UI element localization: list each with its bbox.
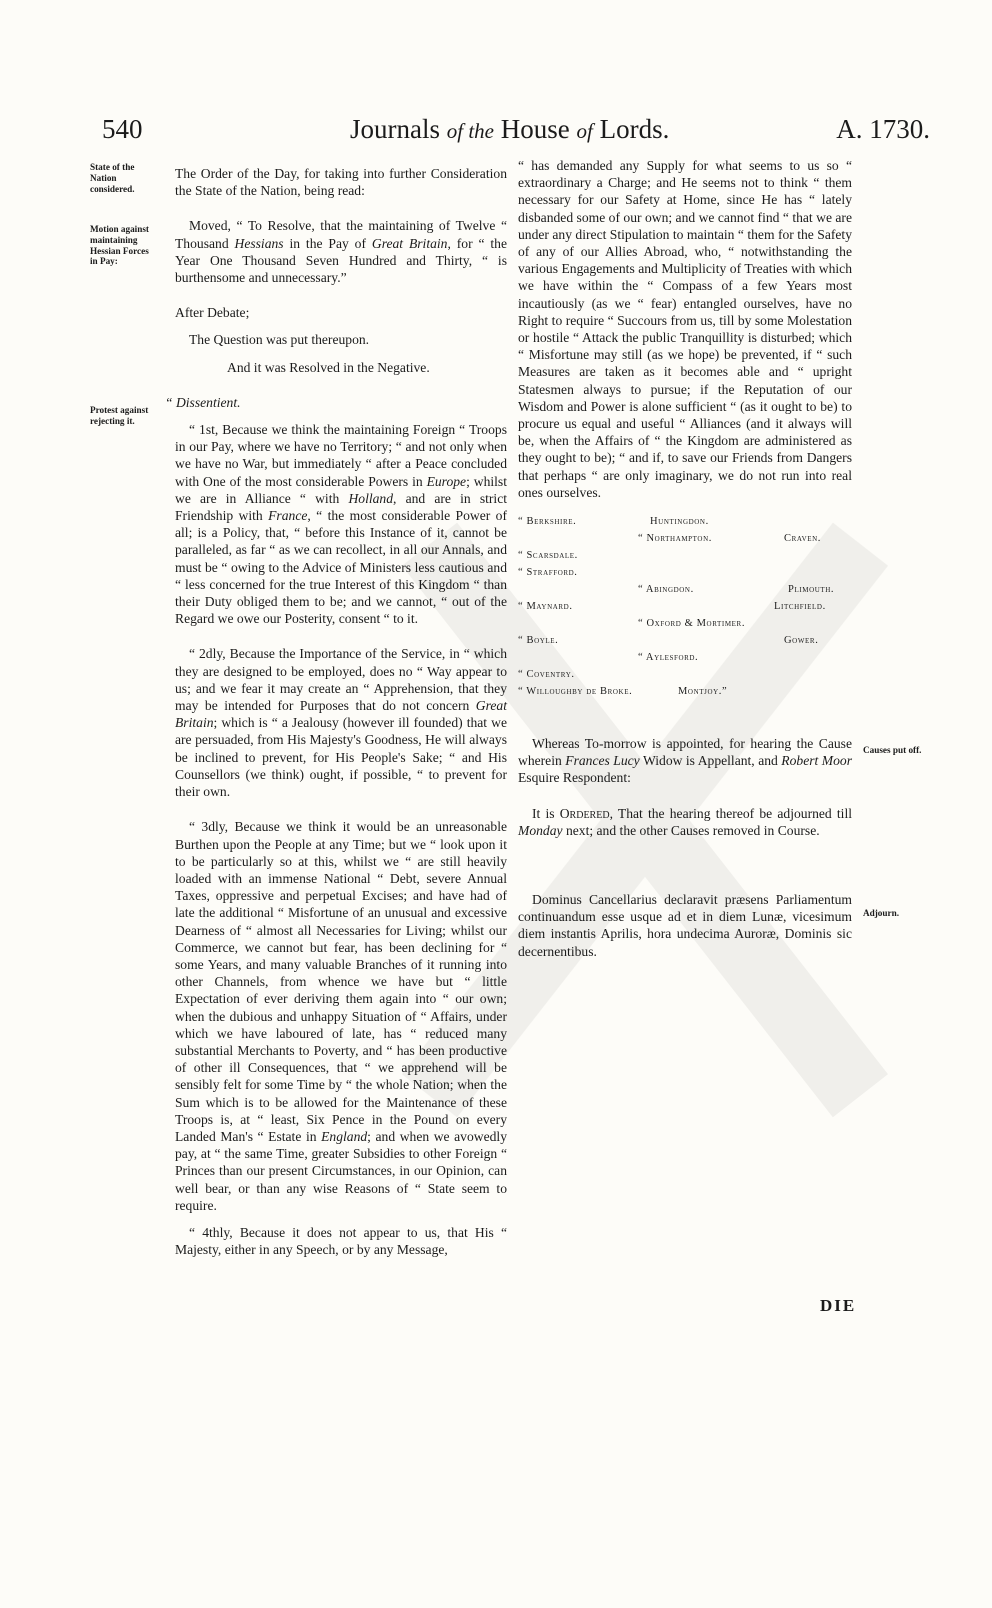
signatory: “ Strafford. — [518, 567, 578, 579]
reason-1: “ 1st, Because we think the maintaining Foreign “ Troops in our Pay, where we have no Territory; “ and not only when we have no War, but immediately “ after a Peace concluded with One of the most considerable Powers in Europe; whilst we are in Alliance “ with Holland, and are in strict Friendship with France, “ the most considerable Power of all; is a Policy, that, “ before this Instance of it, cannot be paralleled, as far “ as we can recollect, in all our Annals, and must be “ owing to the Advice of Ministers less cautious and “ less concerned for the true Interest of this Kingdom “ than their Duty obliged them to be; and we cannot, “ out of the Regard we owe our Posterity, consent “ to it. — [175, 422, 508, 627]
catchword: DIE — [820, 1296, 857, 1315]
signatory: Litchfield. — [774, 601, 826, 613]
margin-note-causes-put-off: Causes put off. — [863, 745, 922, 755]
question-put: The Question was put thereupon. — [189, 332, 370, 348]
reason-3: “ 3dly, Because we think it would be an unreasonable Burthen upon the People at any Time; but we “ look upon it to be particularly so at this, whilst we “ are still heavily loaded with an immense National “ Debt, severe Annual Taxes, oppressive and perpetual Excises; and have had of late the additional “ Misfortune of an unusual and excessive Dearness of “ almost all Necessaries for Living; whilst our Commerce, we cannot but fear, has been declining for “ some Years, and many valuable Branches of it running into other Channels, from whence we have but “ little Expectation of ever deriving them again into “ our own; when the dubious and unhappy Situation of “ Affairs, under which we have laboured of late, has “ reduced many substantial Merchants to Poverty, and “ has been productive of other ill Consequences, that “ we apprehend will be sensibly felt for some Time by “ the whole Nation; when the Sum which is to be allowed for the Maintenance of these Troops is, at “ least, Six Pence in the Pound on every Landed Man's “ Estate in England; and when we avowedly pay, at “ the same Time, greater Subsidies to other Foreign “ Princes than our present Circumstances, in our Opinion, can well bear, or than any wise Reasons of “ State seem to require. — [175, 819, 507, 1213]
ordered-paragraph: It is Ordered, That the hearing thereof be adjourned till Monday next; and the other Causes removed in Course. — [518, 805, 852, 838]
adjournment-paragraph: Dominus Cancellarius declaravit præsens Parliamentum continuandum esse usque ad et in diem Lunæ, vicesimum diem instantis Aprilis, hora undecima Auroræ, Dominis sic decernentibus. — [518, 892, 852, 959]
signatory: Craven. — [784, 533, 822, 545]
motion-paragraph: Moved, “ To Resolve, that the maintaining of Twelve “ Thousand Hessians in the Pay of Great Britain, for “ the Year One Thousand Seven Hundred and Thirty, “ is burthensome and unnecessary.” — [175, 218, 507, 286]
dissentient-heading: “ Dissentient. — [165, 394, 241, 410]
after-debate: After Debate; — [175, 305, 250, 321]
signatory: “ Boyle. — [518, 635, 559, 647]
signatory: Plimouth. — [788, 584, 835, 596]
signatory: “ Oxford & Mortimer. — [638, 618, 746, 630]
whereas-paragraph: Whereas To-morrow is appointed, for hearing the Cause wherein Frances Lucy Widow is Appellant, and Robert Moor Esquire Respondent: — [518, 736, 852, 786]
signatory: “ Maynard. — [518, 601, 573, 613]
signatory: “ Aylesford. — [638, 652, 699, 664]
signatory: “ Coventry. — [518, 669, 575, 681]
right-column — [518, 157, 852, 960]
year: A. 1730. — [836, 114, 930, 144]
signatory: Huntingdon. — [650, 516, 709, 528]
left-column — [165, 165, 508, 1258]
page-number: 540 — [102, 114, 143, 144]
running-header — [0, 112, 992, 152]
running-title: Journals of the House of Lords. — [350, 114, 670, 144]
margin-note-protest: Protest against rejecting it. — [90, 405, 149, 426]
reason-4-continued: “ has demanded any Supply for what seems to us so “ extraordinary a Charge; and He seems not to think “ them necessary for our Safety at Home, since He has “ lately disbanded some of our own; and we cannot find “ that we are under any direct Stipulation to maintain “ them for the Safety of any of our Allies Abroad, who, “ notwithstanding the various Engagements and Multiplicity of Treaties with which we have within the “ Compass of a few Years most incautiously (as we “ fear) entangled ourselves, have no Right to require “ Succours from us, till by some Molestation or hostile “ Attack the public Tranquillity is disturbed; which “ Misfortune may still (as we hope) be prevented, if “ such Measures are taken as it becomes able and “ upright Statesmen always to pursue; if the Reputation of our Wisdom and Power is alone sufficient “ (as it ought to be) to procure us equal and useful “ Alliances (and it always will be, when the Affairs of “ the Kingdom are administered as they ought to be); “ and if, to save our Friends from Dangers that perhaps “ are only imaginary, we do not run into real ones ourselves. — [518, 158, 852, 500]
signatory: “ Northampton. — [638, 533, 712, 545]
reason-4: “ 4thly, Because it does not appear to us, that His “ Majesty, either in any Speech, or by any Message, — [175, 1224, 507, 1258]
margin-note-state-of-nation: State of the Nation considered. — [90, 162, 135, 194]
signatory: “ Willoughby de Broke. — [518, 686, 633, 698]
resolved-negative: And it was Resolved in the Negative. — [227, 359, 430, 375]
signatory: Montjoy.” — [678, 686, 728, 698]
signatory: “ Berkshire. — [518, 516, 577, 528]
signatory: “ Abingdon. — [638, 584, 694, 596]
signatories — [518, 509, 852, 698]
margin-note-motion: Motion against maintaining Hessian Forces in Pay: — [90, 224, 149, 267]
signatory: “ Scarsdale. — [518, 550, 578, 562]
order-of-day-paragraph: The Order of the Day, for taking into further Consideration the State of the Nation, being read: — [175, 166, 507, 199]
signatory: Gower. — [784, 635, 819, 647]
margin-note-adjourn: Adjourn. — [863, 908, 899, 918]
reason-2: “ 2dly, Because the Importance of the Service, in “ which they are designed to be employed, does no “ Way appear to us; and we fear it may create an “ Apprehension, that they may be intended for Purposes that do not concern Great Britain; which is “ a Jealousy (however ill founded) that we are persuaded, from His Majesty's Goodness, He will always be inclined to prevent, for His People's Sake; “ and His Counsellors (we think) ought, if possible, “ to prevent for their own. — [175, 646, 507, 800]
